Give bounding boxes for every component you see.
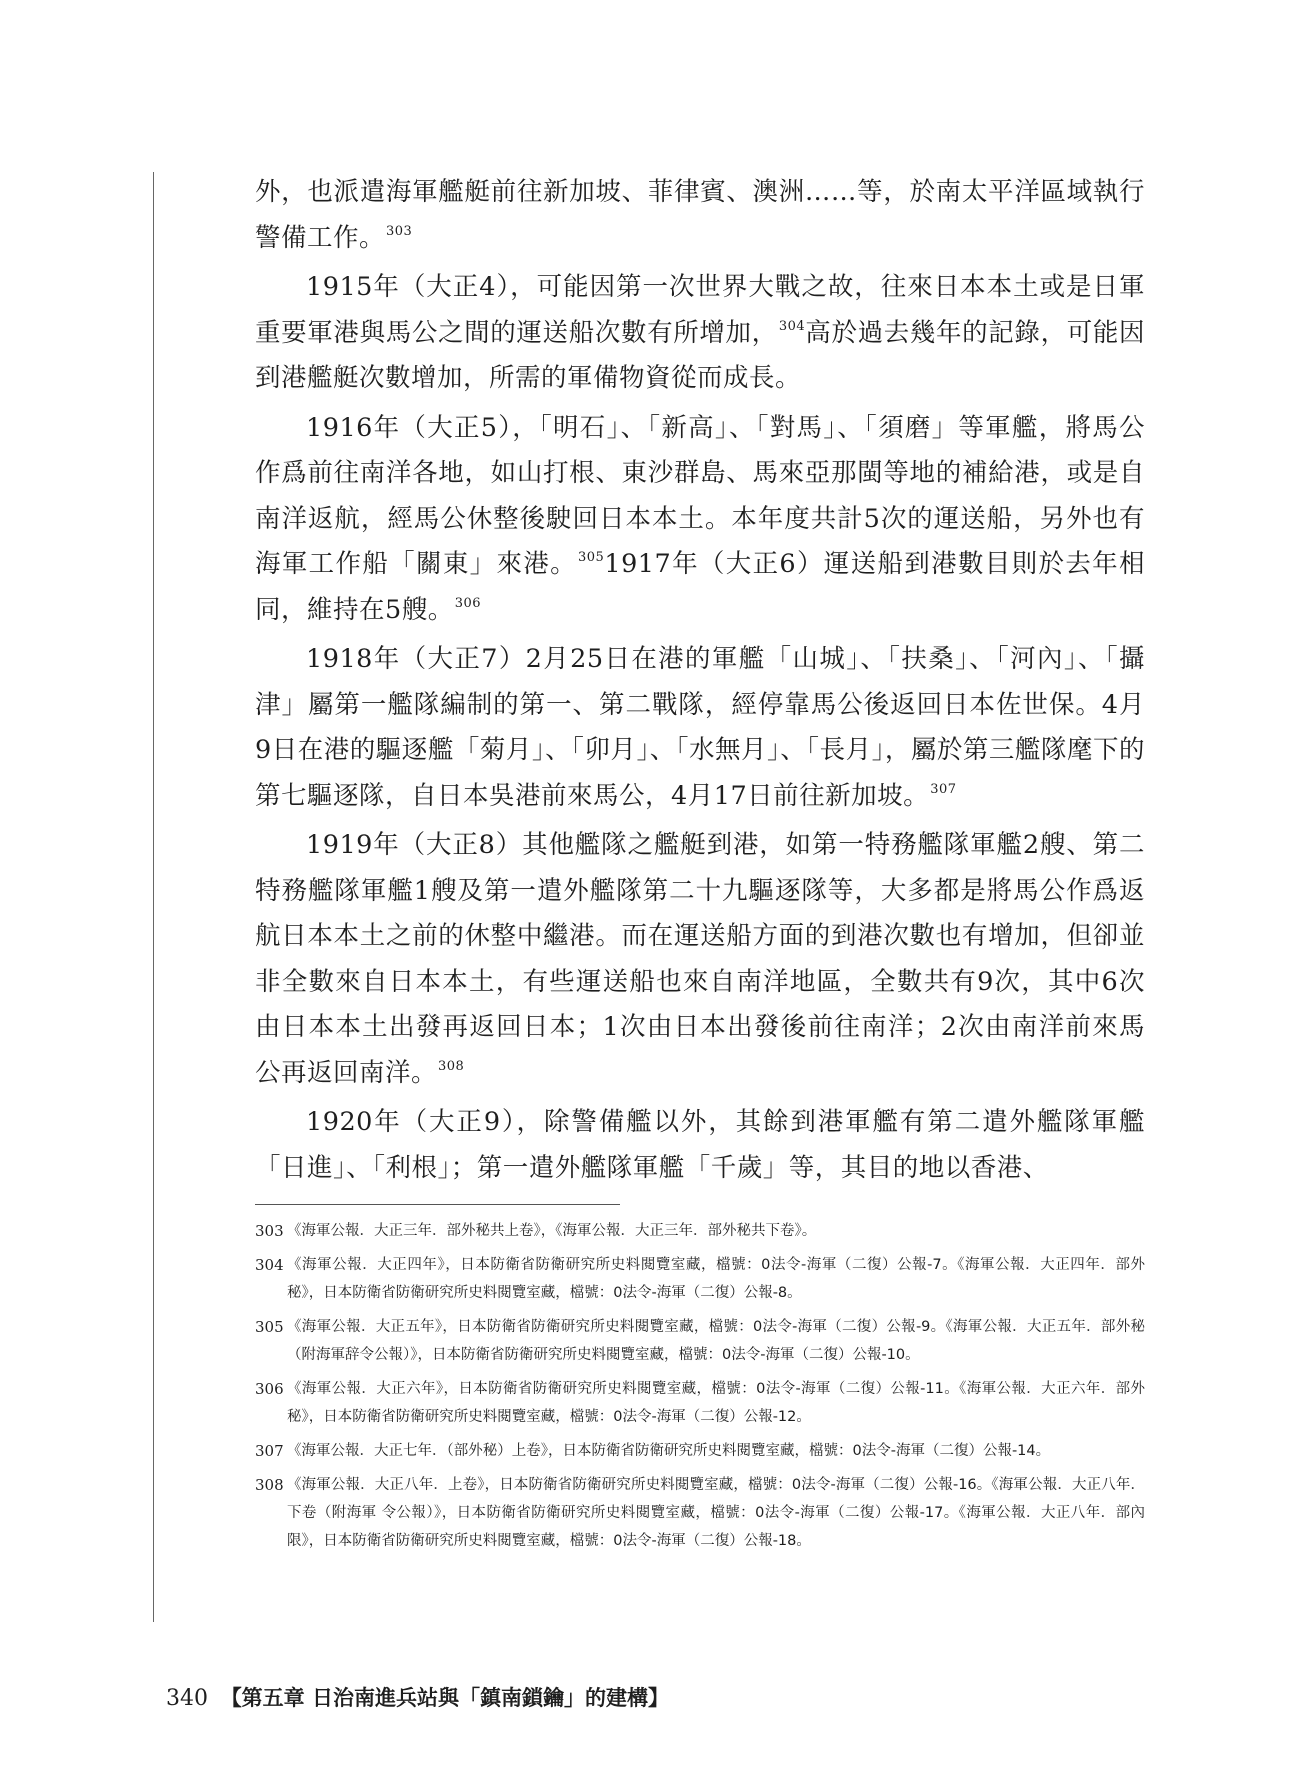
- footnote-text: 《海軍公報．大正五年》，日本防衛省防衛研究所史料閱覽室藏，檔號：0法令-海軍（二復）公報-9。《海軍公報．大正五年．部外秘（附海軍辞令公報）》，日本防衛省防衛研究所史料閱覽室藏，檔號：0法令-海軍（二復）公報-10。: [287, 1319, 1145, 1363]
- footnote: [255, 1375, 1145, 1431]
- paragraph-text: 1918年（大正7）2月25日在港的軍艦「山城」、「扶桑」、「河內」、「攝津」屬第一艦隊編制的第一、第二戰隊，經停靠馬公後返回日本佐世保。4月9日在港的驅逐艦「菊月」、「卯月」、「水無月」、「長月」，屬於第三艦隊麾下的第七驅逐隊，自日本吳港前來馬公，4月17日前往新加坡。: [255, 644, 1145, 811]
- footnote-number: 308: [255, 1476, 284, 1494]
- footnote-ref[interactable]: 306: [454, 595, 482, 611]
- footnote-separator: [255, 1204, 620, 1205]
- body-text: [255, 170, 1145, 1195]
- footnote-text: 《海軍公報．大正七年．（部外秘）上卷》，日本防衛省防衛研究所史料閱覽室藏，檔號：0法令-海軍（二復）公報-14。: [287, 1443, 1051, 1459]
- paragraph-text: 外，也派遣海軍艦艇前往新加坡、菲律賓、澳洲……等，於南太平洋區域執行警備工作。: [255, 177, 1145, 253]
- running-footer: [166, 1682, 669, 1712]
- footnote: [255, 1471, 1145, 1555]
- footnote: [255, 1251, 1145, 1307]
- paragraph-text: 高於過去幾年的記錄，可能因到港艦艇次數增加，所需的軍備物資從而成長。: [255, 317, 1145, 393]
- footnote: [255, 1437, 1145, 1465]
- chapter-title: 【第五章 日治南進兵站與「鎮南鎖鑰」的建構】: [220, 1685, 669, 1710]
- footnote-number: 305: [255, 1318, 284, 1336]
- footnote-text: 《海軍公報．大正三年．部外秘共上卷》，《海軍公報．大正三年．部外秘共下卷》。: [287, 1223, 817, 1239]
- paragraph-text: 1916年（大正5），「明石」、「新高」、「對馬」、「須磨」等軍艦，將馬公作爲前往南洋各地，如山打根、東沙群島、馬來亞那閩等地的補給港，或是自南洋返航，經馬公休整後駛回日本本土。本年度共計5次的運送船，另外也有海軍工作船「關東」來港。: [255, 412, 1145, 579]
- footnote-text: 《海軍公報．大正六年》，日本防衛省防衛研究所史料閱覽室藏，檔號：0法令-海軍（二復）公報-11。《海軍公報．大正六年．部外秘》，日本防衛省防衛研究所史料閱覽室藏，檔號：0法令-海軍（二復）公報-12。: [287, 1381, 1145, 1425]
- paragraph-text: 1917年（大正6）運送船到港數目則於去年相同，維持在5艘。: [255, 549, 1145, 625]
- footnote-number: 307: [255, 1442, 284, 1460]
- body-paragraph: [255, 265, 1145, 402]
- margin-rule: [153, 172, 154, 1622]
- footnote-ref[interactable]: 307: [930, 781, 957, 797]
- footnotes: [255, 1217, 1145, 1561]
- body-paragraph: [255, 1100, 1145, 1191]
- footnote-text: 《海軍公報．大正八年．上卷》，日本防衛省防衛研究所史料閱覽室藏，檔號：0法令-海軍（二復）公報-16。《海軍公報．大正八年．下卷（附海軍 令公報）》，日本防衛省防衛研究所史料閱覽室藏，檔號：0法令-海軍（二復）公報-17。《海軍公報．大正八年．部內限》，日本防衛省防衛研究所史料閱覽室藏，檔號：0法令-海軍（二復）公報-18。: [287, 1477, 1145, 1549]
- footnote-number: 304: [255, 1256, 284, 1274]
- paragraph-text: 1920年（大正9），除警備艦以外，其餘到港軍艦有第二遣外艦隊軍艦「日進」、「利根」；第一遣外艦隊軍艦「千歲」等，其目的地以香港、: [255, 1107, 1145, 1183]
- footnote: [255, 1217, 1145, 1245]
- body-paragraph: [255, 406, 1145, 634]
- paragraph-text: 1919年（大正8）其他艦隊之艦艇到港，如第一特務艦隊軍艦2艘、第二特務艦隊軍艦1艘及第一遣外艦隊第二十九驅逐隊等，大多都是將馬公作爲返航日本本土之前的休整中繼港。而在運送船方面的到港次數也有增加，但卻並非全數來自日本本土，有些運送船也來自南洋地區，全數共有9次，其中6次由日本本土出發再返回日本；1次由日本出發後前往南洋；2次由南洋前來馬公再返回南洋。: [255, 830, 1145, 1088]
- body-paragraph: [255, 823, 1145, 1096]
- footnote-ref[interactable]: 303: [386, 223, 413, 239]
- footnote-ref[interactable]: 305: [578, 550, 605, 565]
- footnote-number: 303: [255, 1222, 284, 1240]
- footnote-text: 《海軍公報．大正四年》，日本防衛省防衛研究所史料閱覽室藏，檔號：0法令-海軍（二復）公報-7。《海軍公報．大正四年．部外秘》，日本防衛省防衛研究所史料閱覽室藏，檔號：0法令-海軍（二復）公報-8。: [287, 1257, 1145, 1301]
- body-paragraph: [255, 637, 1145, 819]
- footnote-number: 306: [255, 1380, 284, 1398]
- page-number: 340: [166, 1686, 208, 1711]
- body-paragraph: [255, 170, 1145, 261]
- paragraph-text: 1915年（大正4），可能因第一次世界大戰之故，往來日本本土或是日軍重要軍港與馬公之間的運送船次數有所增加，: [255, 272, 1145, 348]
- footnote-ref[interactable]: 308: [438, 1058, 465, 1074]
- footnote-ref[interactable]: 304: [778, 318, 806, 334]
- footnote: [255, 1313, 1145, 1369]
